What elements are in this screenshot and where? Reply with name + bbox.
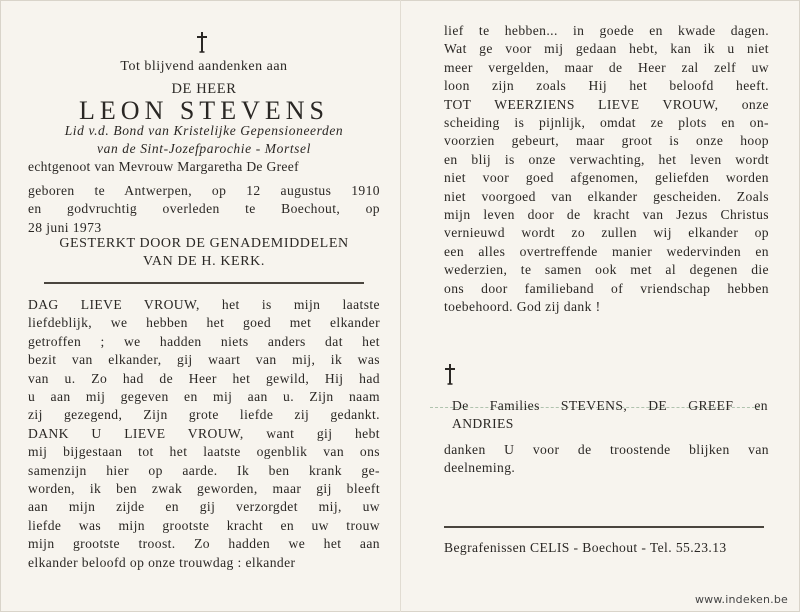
birth-death-line: 28 juni 1973: [28, 219, 102, 235]
thanks-line: danken U voor de troostende blijken van: [444, 442, 769, 457]
affiliation-line-1: Lid v.d. Bond van Kristelijke Gepensioneerden: [64, 123, 344, 138]
body-line: wederzien, te samen ook met al degenen die: [444, 262, 769, 278]
body-line: en blij is onze verwachting, het leven wordt: [444, 151, 769, 167]
body-line: meer vergelden, maar de Heer zal zelf uw: [444, 59, 769, 75]
birth-death-paragraph: [28, 182, 380, 237]
body-line: lief te hebben... in goede en kwade dagen.: [444, 23, 769, 38]
body-line: bezit van elkander, gij waart van mij, ik was: [28, 352, 380, 368]
body-line: worden, ik ben zwak geworden, maar gij bleeft: [28, 481, 380, 497]
body-line: mijn leven door de kracht van Jezus Christus: [444, 207, 769, 223]
left-body-text: [28, 296, 380, 572]
affiliation-line-2: van de Sint-Jozefparochie - Mortsel: [97, 141, 311, 156]
thanks-paragraph: [444, 441, 769, 478]
families-paragraph: [452, 397, 768, 434]
cross-icon: [442, 363, 458, 385]
body-line: vernieuwd wordt zo zullen wij elkander op: [444, 225, 769, 241]
body-line: DAG LIEVE VROUW, het is mijn laatste: [28, 297, 380, 312]
sacrament-heading-1: GESTERKT DOOR DE GENADEMIDDELEN: [59, 236, 349, 251]
families-line: ANDRIES: [452, 416, 514, 432]
body-line: niet voor goed afgenomen, geliefden worden: [444, 170, 769, 186]
body-line: getroffen ; we hadden niets anders dat het: [28, 333, 380, 349]
body-line: liefdeblijk, we hebben het goed met elkander: [28, 315, 380, 331]
body-line: toebehoord. God zij dank !: [444, 299, 601, 315]
body-line: aan mijn zijde en gij verzorgdet mij, uw: [28, 499, 380, 515]
sacrament-heading-2: VAN DE H. KERK.: [143, 254, 265, 269]
left-page: [28, 0, 380, 612]
title-text: DE HEER: [171, 81, 237, 97]
families-line: De Families STEVENS, DE GREEF en: [452, 398, 768, 413]
thanks-line: deelneming.: [444, 460, 516, 476]
body-line: loon zijn zoals Hij het beloofd heeft.: [444, 78, 769, 94]
body-line: scheiding is pijnlijk, omdat ze plots en on-: [444, 115, 769, 131]
deceased-name: LEON STEVENS: [79, 96, 329, 125]
right-body-text: [444, 22, 769, 317]
body-line: u aan mij gegeven en mij aan u. Zijn naam: [28, 389, 380, 405]
body-line: DANK U LIEVE VROUW, want gij hebt: [28, 425, 380, 441]
divider-rule: [44, 282, 364, 284]
body-line: niet voorgoed van elkander gescheiden. Zoals: [444, 188, 769, 204]
body-line: TOT WEERZIENS LIEVE VROUW, onze: [444, 96, 769, 112]
body-line: voorzien gebeurt, maar groot is onze hoop: [444, 133, 769, 149]
card-fold: [400, 0, 401, 612]
spouse-line: echtgenoot van Mevrouw Margaretha De Greef: [28, 159, 299, 174]
intro-text: Tot blijvend aandenken aan: [120, 59, 288, 74]
right-page: [444, 0, 769, 612]
body-line: mijn grootste troost. Zo hadden we het aan: [28, 536, 380, 552]
watermark: www.indeken.be: [694, 593, 788, 606]
body-line: Wat ge voor mij gedaan hebt, kan ik u niet: [444, 41, 769, 57]
cross-icon: [194, 31, 210, 53]
body-line: mij bijgestaan tot het laatste ogenblik van ons: [28, 444, 380, 460]
body-line: een alles overtreffende manier wedervinden en: [444, 243, 769, 259]
body-line: elkander beloofd op onze trouwdag : elkander: [28, 554, 296, 570]
birth-death-line: en godvruchtig overleden te Boechout, op: [28, 201, 380, 217]
body-line: liefde was mijn grootste kracht en uw trouw: [28, 517, 380, 533]
body-line: ons door familieband of vriendschap hebben: [444, 280, 769, 296]
body-line: zij gezegend, Zijn grote liefde zij gedankt.: [28, 407, 380, 423]
birth-death-line: geboren te Antwerpen, op 12 augustus 1910: [28, 183, 380, 198]
body-line: samenzijn hier op aarde. Ik ben krank ge-: [28, 462, 380, 478]
bottom-divider-rule: [444, 526, 764, 528]
undertaker-line: Begrafenissen CELIS - Boechout - Tel. 55.23.13: [444, 540, 727, 555]
body-line: van u. Zo had de Heer het gewild, Hij had: [28, 370, 380, 386]
